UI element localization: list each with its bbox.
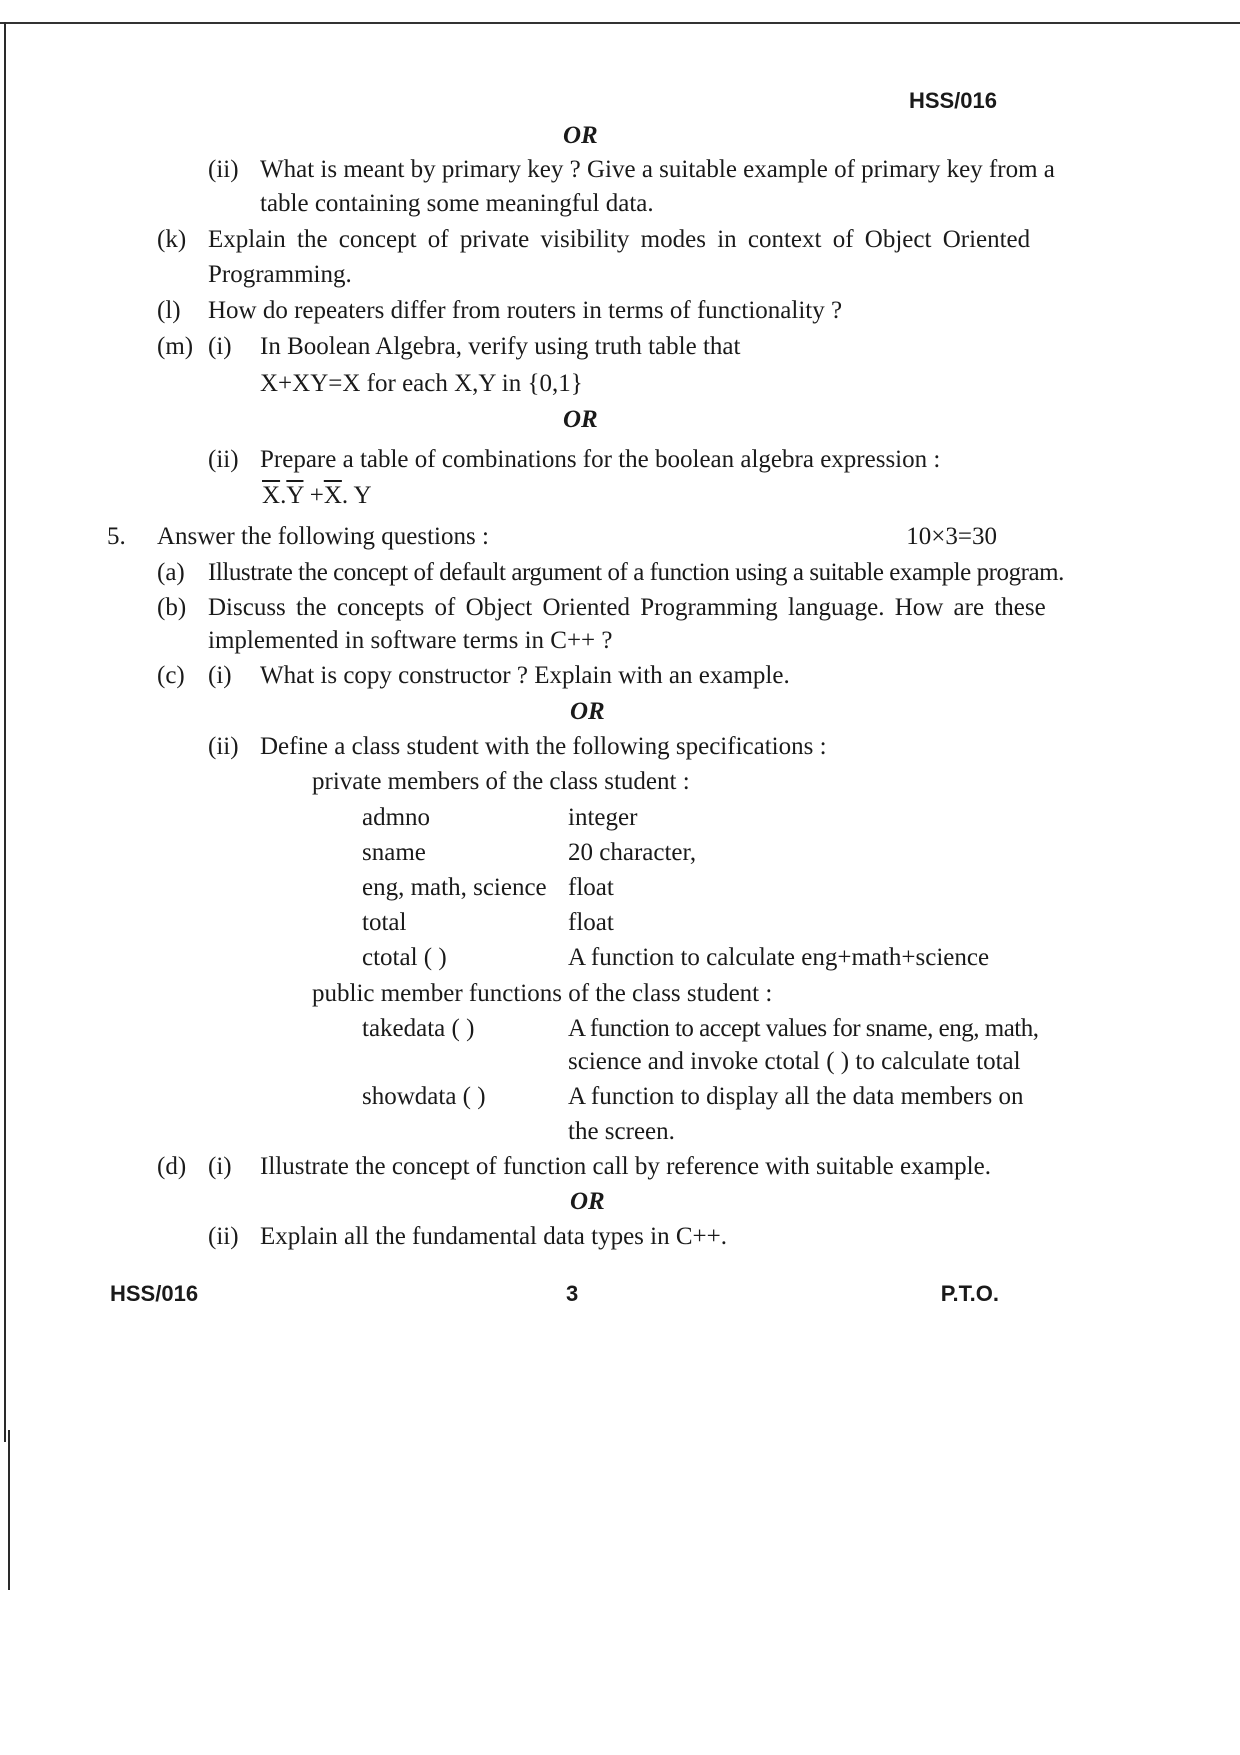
part-number: (c) [157,662,185,689]
question-text: Illustrate the concept of function call by reference with suitable example. [260,1153,991,1180]
private-members-heading: private members of the class student : [312,768,690,795]
marks: 10×3=30 [906,523,997,550]
member-description: integer [568,804,638,831]
expr-term: $\overline{X}$ [323,482,342,509]
expr-term: $\overline{Y}$ [286,482,304,509]
or-separator: OR [563,406,598,433]
subpart-number: (ii) [208,446,239,473]
question-text: Discuss the concepts of Object Oriented Programming language. How are these [208,594,1046,621]
member-description: A function to accept values for sname, eng, math, [568,1015,1039,1042]
member-description: float [568,909,614,936]
question-title: Answer the following questions : [157,523,489,550]
question-text: X+XY=X for each X,Y in {0,1} [260,370,583,397]
boolean-expression [262,482,372,510]
question-text: Explain all the fundamental data types in C++. [260,1223,727,1250]
part-number: (l) [157,297,181,324]
question-text: Prepare a table of combinations for the boolean algebra expression : [260,446,941,473]
expr-operator: . [341,482,349,509]
part-number: (b) [157,594,187,621]
expr-term: Y [353,482,372,509]
page-number: 3 [566,1281,579,1306]
or-separator: OR [570,1188,605,1215]
part-number: (d) [157,1153,187,1180]
question-text: Define a class student with the following specifications : [260,733,827,760]
subpart-number: (ii) [208,156,239,183]
footer-paper-code: HSS/016 [110,1281,199,1306]
subpart-number: (i) [208,662,232,689]
member-description: the screen. [568,1118,675,1145]
member-description: float [568,874,614,901]
top-border-line [0,22,1240,24]
question-text: Programming. [208,261,352,288]
member-name: sname [362,839,426,866]
subpart-number: (ii) [208,1223,239,1250]
member-description: science and invoke ctotal ( ) to calculate total [568,1048,1021,1075]
pto-label: P.T.O. [940,1281,999,1306]
left-margin-mark [8,1430,10,1590]
expr-operator: + [309,482,324,509]
member-name: takedata ( ) [362,1015,475,1042]
question-text: What is copy constructor ? Explain with an example. [260,662,790,689]
subpart-number: (ii) [208,733,239,760]
part-number: (m) [157,333,194,360]
question-text: implemented in software terms in C++ ? [208,627,613,654]
member-description: A function to display all the data members on [568,1083,1024,1110]
public-members-heading: public member functions of the class student : [312,980,773,1007]
subpart-number: (i) [208,333,232,360]
part-number: (k) [157,226,187,253]
subpart-number: (i) [208,1153,232,1180]
header-paper-code: HSS/016 [908,88,997,113]
question-number: 5. [107,523,126,550]
member-name: total [362,909,407,936]
question-text: table containing some meaningful data. [260,190,654,217]
member-name: ctotal ( ) [362,944,447,971]
member-name: admno [362,804,431,831]
question-text: Illustrate the concept of default argument of a function using a suitable example program. [208,559,1064,586]
member-name: eng, math, science [362,874,547,901]
question-text: What is meant by primary key ? Give a suitable example of primary key from a [260,156,1055,183]
member-name: showdata ( ) [362,1083,486,1110]
part-number: (a) [157,559,185,586]
question-text: How do repeaters differ from routers in terms of functionality ? [208,297,843,324]
or-separator: OR [570,698,605,725]
member-description: A function to calculate eng+math+science [568,944,990,971]
expr-term: $\overline{X}$ [262,482,281,509]
question-text: Explain the concept of private visibility modes in context of Object Oriented [208,226,1031,253]
left-border-line [4,22,6,1442]
question-text: In Boolean Algebra, verify using truth table that [260,333,741,360]
or-separator: OR [563,122,598,149]
expr-operator: . [280,482,287,509]
member-description: 20 character, [568,839,697,866]
